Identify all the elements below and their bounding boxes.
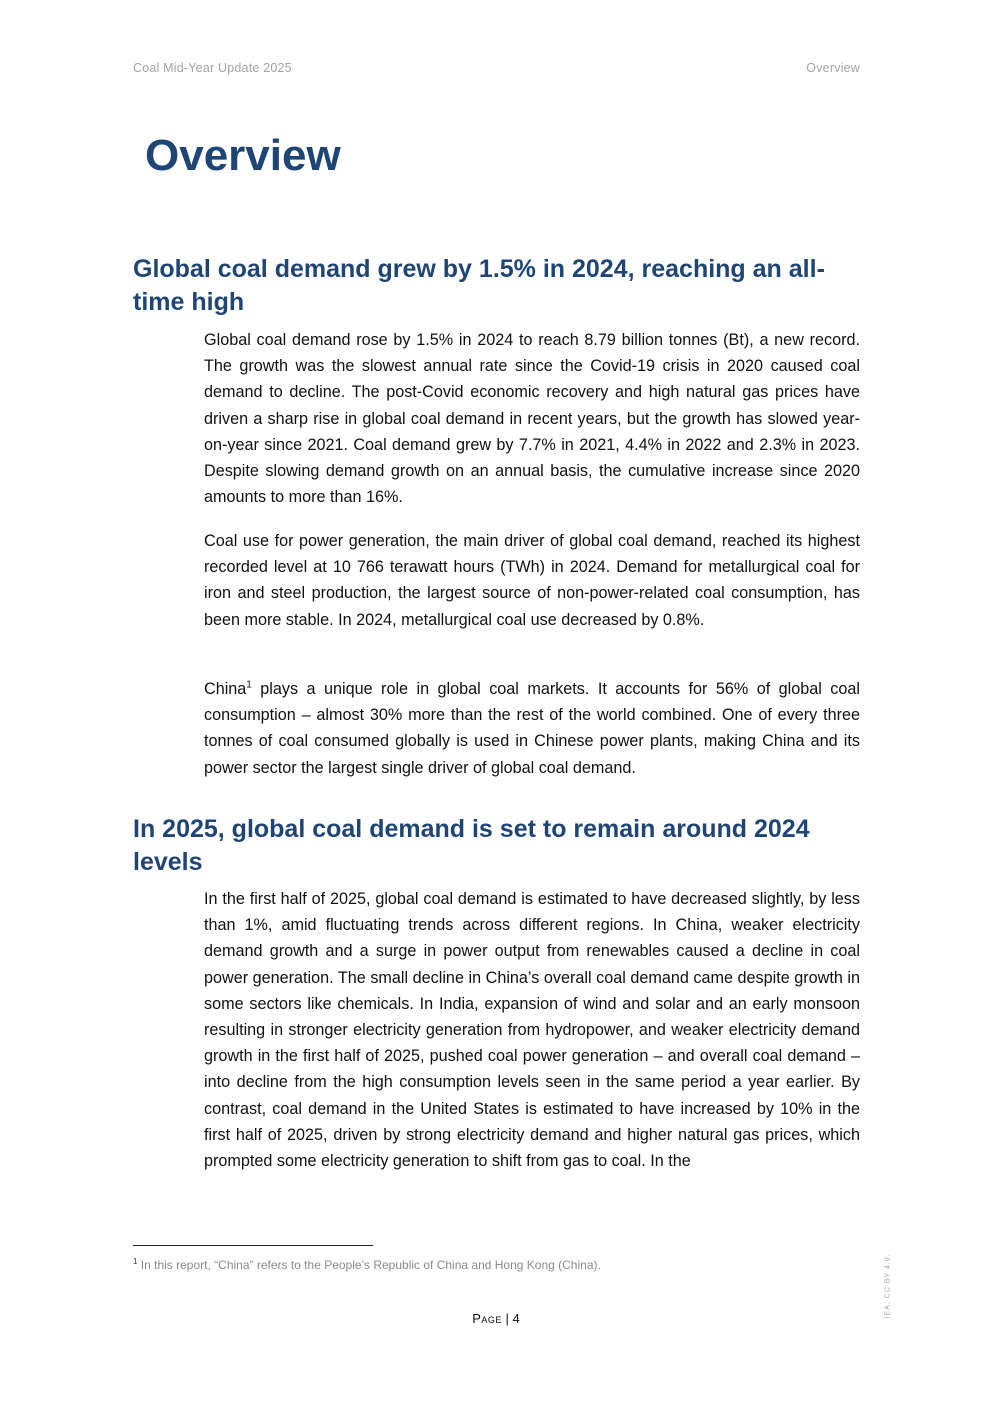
china-rest: plays a unique role in global coal markets. It accounts for 56% of global coal consumption – almost 30% more than the rest of the world combined. One of every three tonnes of coal consumed globally is used in Chinese power plants, making China and its power sector the largest single driver of global coal demand.: [204, 680, 860, 777]
header-section-name: Overview: [806, 61, 860, 75]
paragraph-china-role: [204, 676, 860, 781]
page-title: Overview: [145, 131, 341, 180]
china-lead: China: [204, 680, 247, 698]
page-label: Page: [472, 1311, 502, 1326]
page-number-value: 4: [512, 1311, 520, 1326]
license-notice: IEA. CC BY 4.0.: [884, 1253, 892, 1319]
section-heading-2024: Global coal demand grew by 1.5% in 2024, reaching an all-time high: [133, 255, 825, 316]
paragraph-first-half-2025: In the first half of 2025, global coal demand is estimated to have decreased slightly, by less than 1%, amid fluctuating trends across different regions. In China, weaker electricity demand growth and a surge in power output from renewables caused a decline in coal power generation. The small decline in China’s overall coal demand came despite growth in some sectors like chemicals. In India, expansion of wind and solar and an early monsoon resulting in stronger electricity generation from hydropower, and weaker electricity demand growth in the first half of 2025, pushed coal power generation – and overall coal demand – into decline from the high consumption levels seen in the same period a year earlier. By contrast, coal demand in the United States is estimated to have increased by 10% in the first half of 2025, driven by strong electricity demand and higher natural gas prices, which prompted some electricity generation to shift from gas to coal. In the: [204, 890, 860, 1171]
page-separator: |: [501, 1311, 513, 1326]
page-number: [0, 1311, 992, 1326]
paragraph-power-generation: Coal use for power generation, the main driver of global coal demand, reached its highest recorded level at 10 766 terawatt hours (TWh) in 2024. Demand for metallurgical coal for iron and steel production, the largest source of non-power-related coal consumption, has been more stable. In 2024, metallurgical coal use decreased by 0.8%.: [204, 532, 860, 629]
footnote-marker: 1: [133, 1257, 138, 1266]
header-report-title: Coal Mid-Year Update 2025: [133, 61, 292, 75]
section-heading-2025: In 2025, global coal demand is set to remain around 2024 levels: [133, 815, 810, 876]
paragraph-global-demand: Global coal demand rose by 1.5% in 2024 to reach 8.79 billion tonnes (Bt), a new record. The growth was the slowest annual rate since the Covid-19 crisis in 2020 caused coal demand to decline. The post-Covid economic recovery and high natural gas prices have driven a sharp rise in global coal demand in recent years, but the growth has slowed year-on-year since 2021. Coal demand grew by 7.7% in 2021, 4.4% in 2022 and 2.3% in 2023. Despite slowing demand growth on an annual basis, the cumulative increase since 2020 amounts to more than 16%.: [204, 331, 860, 507]
footnote-divider: [133, 1245, 373, 1246]
footnote-text: In this report, “China” refers to the People’s Republic of China and Hong Kong (China).: [137, 1258, 601, 1272]
footnote-reference[interactable]: 1: [246, 679, 252, 691]
footnote: [133, 1254, 873, 1273]
